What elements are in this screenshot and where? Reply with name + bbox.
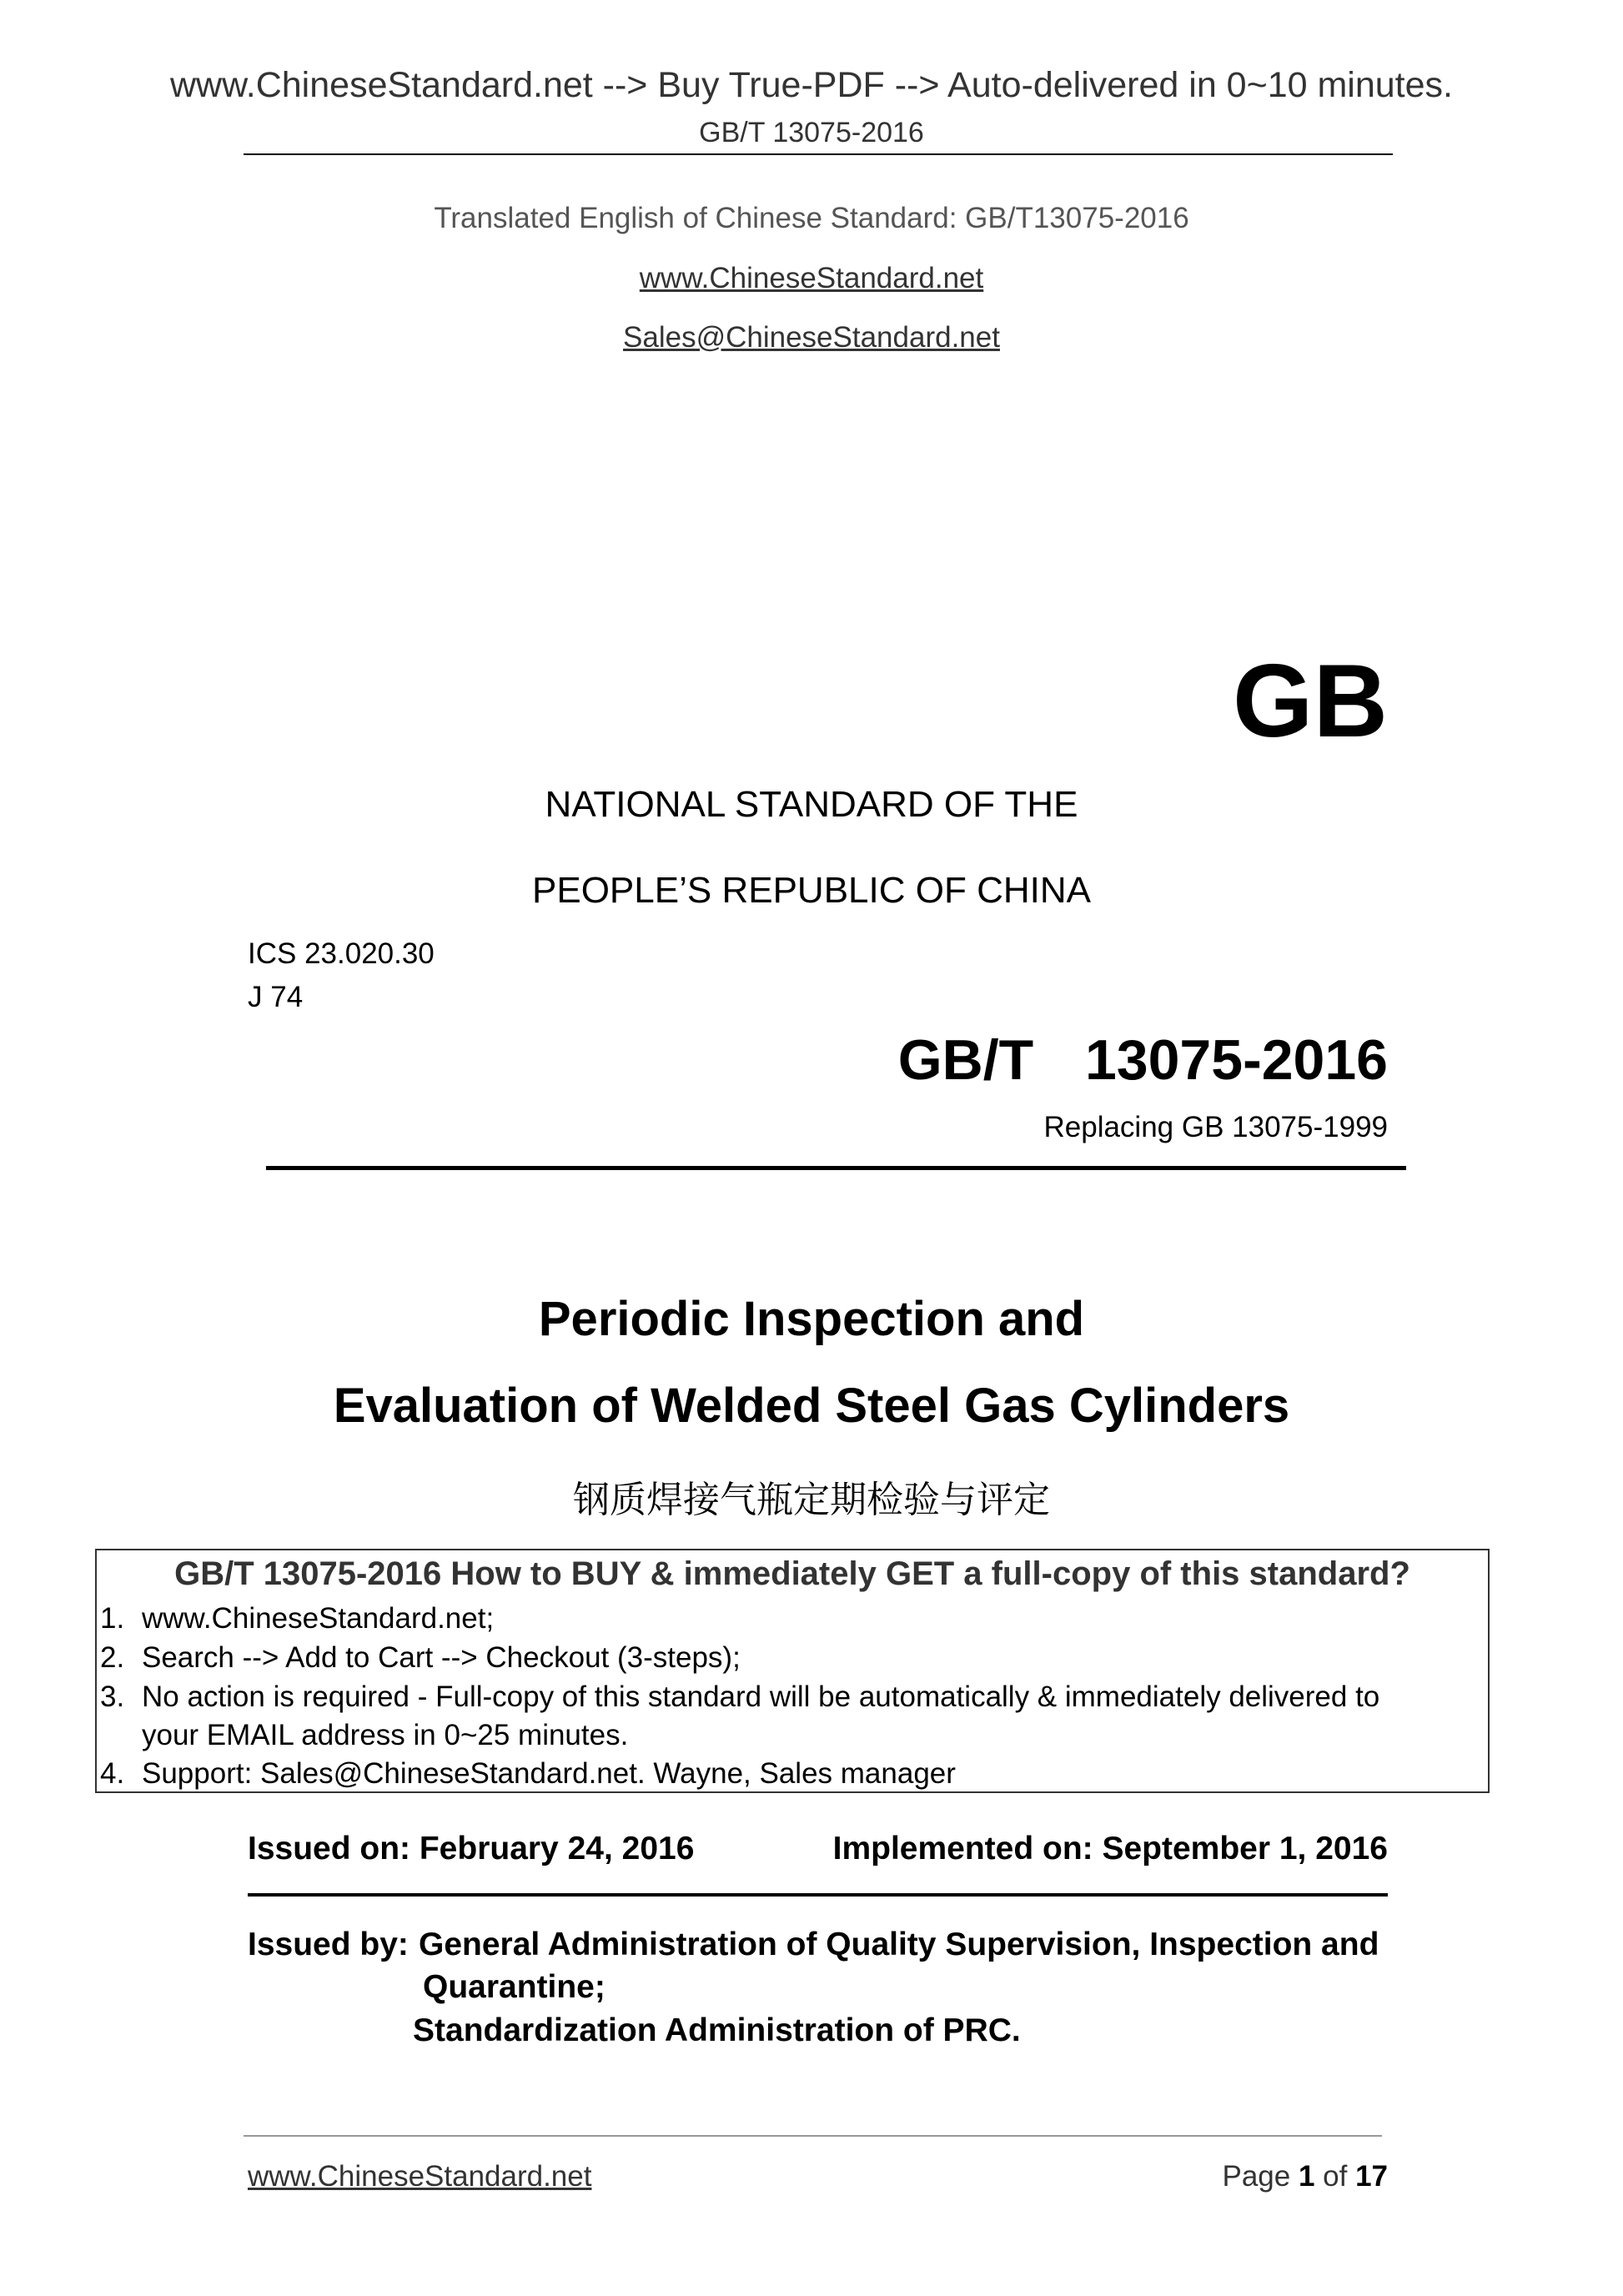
title-chinese: 钢质焊接气瓶定期检验与评定 <box>573 1479 1050 1521</box>
step-number: 1. <box>100 1602 125 1635</box>
page-current: 1 <box>1298 2160 1315 2193</box>
footer-divider <box>244 2135 1382 2137</box>
implemented-on-date: Implemented on: September 1, 2016 <box>832 1831 1388 1866</box>
step-text[interactable]: www.ChineseStandard.net; <box>142 1602 495 1635</box>
email-link[interactable]: Sales@ChineseStandard.net <box>623 321 1000 354</box>
national-standard-line2: PEOPLE’S REPUBLIC OF CHINA <box>532 870 1091 911</box>
buy-step-3 <box>100 1679 1379 1716</box>
page-prefix: Page <box>1222 2160 1299 2193</box>
top-banner: www.ChineseStandard.net --> Buy True-PDF --> Auto-delivered in 0~10 minutes. <box>169 65 1453 105</box>
national-standard-line1: NATIONAL STANDARD OF THE <box>545 784 1078 825</box>
ccs-code: J 74 <box>248 981 304 1013</box>
step-text: your EMAIL address in 0~25 minutes. <box>142 1719 629 1751</box>
replacing-note: Replacing GB 13075-1999 <box>1043 1111 1388 1143</box>
buy-step-2 <box>100 1640 741 1676</box>
step-number: 4. <box>100 1757 125 1790</box>
issuer-1-line1: General Administration of Quality Supervision, Inspection and <box>419 1927 1379 1962</box>
buy-instructions-box <box>95 1549 1490 1793</box>
footer-site-link[interactable]: www.ChineseStandard.net <box>248 2160 592 2193</box>
issued-by-label: Issued by: <box>248 1927 409 1962</box>
site-link-container <box>0 262 1623 295</box>
step-number: 3. <box>100 1681 125 1713</box>
buy-step-3-continued <box>100 1717 628 1754</box>
buy-step-4 <box>100 1756 956 1792</box>
footer-link-container <box>248 2160 591 2193</box>
standard-code: GB/T 13075-2016 <box>897 1028 1388 1092</box>
buy-box-title: GB/T 13075-2016 How to BUY & immediately GET a full-copy of this standard? <box>174 1555 1410 1592</box>
dates-divider <box>248 1893 1388 1897</box>
header-divider <box>244 153 1393 155</box>
issuer-2: Standardization Administration of PRC. <box>413 2012 1021 2048</box>
email-link-container <box>0 321 1623 354</box>
step-text: No action is required - Full-copy of this standard will be automatically & immediately delivered to <box>142 1681 1380 1713</box>
page-separator: of <box>1314 2160 1356 2193</box>
buy-step-1 <box>100 1600 494 1637</box>
issuer-1-line2: Quarantine; <box>423 1969 605 2005</box>
gb-mark: GB <box>1233 644 1388 759</box>
site-link[interactable]: www.ChineseStandard.net <box>639 262 984 294</box>
step-number: 2. <box>100 1641 125 1674</box>
title-divider <box>266 1166 1406 1170</box>
page-total: 17 <box>1355 2160 1388 2193</box>
issued-on-date: Issued on: February 24, 2016 <box>248 1831 695 1866</box>
header-standard-code: GB/T 13075-2016 <box>699 117 924 148</box>
title-line1: Periodic Inspection and <box>538 1292 1085 1346</box>
ics-code: ICS 23.020.30 <box>248 937 435 970</box>
step-text: Support: Sales@ChineseStandard.net. Wayne, Sales manager <box>142 1757 956 1790</box>
page-indicator <box>1222 2160 1388 2193</box>
translated-notice: Translated English of Chinese Standard: GB/T13075-2016 <box>434 202 1189 234</box>
step-text: Search --> Add to Cart --> Checkout (3-steps); <box>142 1641 741 1674</box>
title-line2: Evaluation of Welded Steel Gas Cylinders <box>333 1379 1290 1433</box>
